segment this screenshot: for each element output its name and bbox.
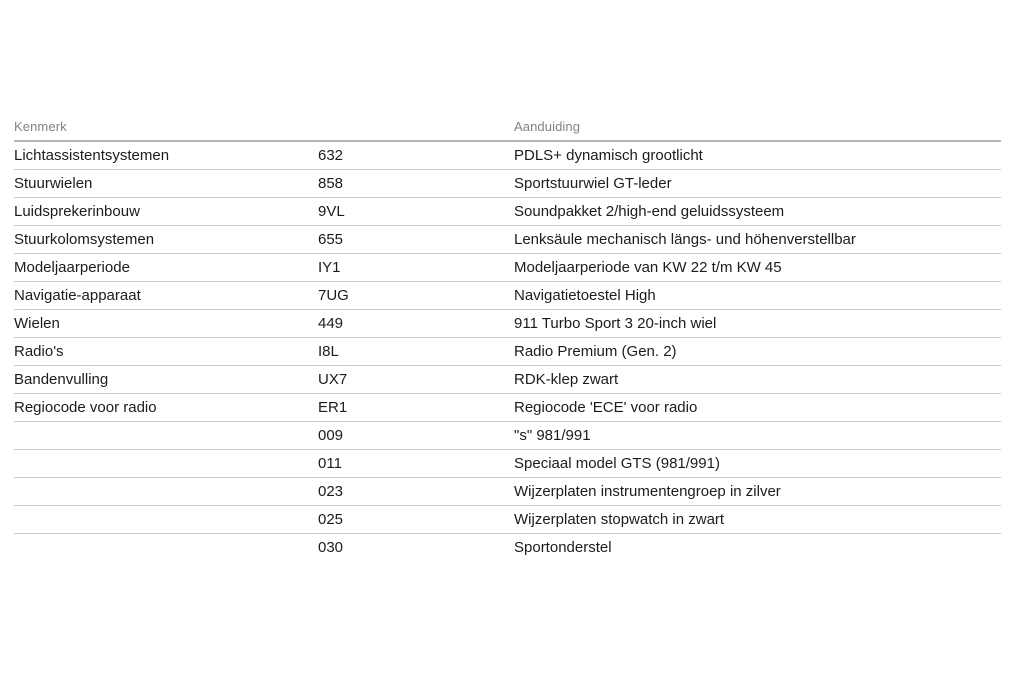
table-row (14, 393, 1001, 421)
feature-cell: Modeljaarperiode (14, 253, 318, 281)
feature-cell (14, 505, 318, 533)
table-row (14, 337, 1001, 365)
code-cell: 632 (318, 141, 514, 169)
feature-cell: Bandenvulling (14, 365, 318, 393)
code-cell: I8L (318, 337, 514, 365)
table-row (14, 505, 1001, 533)
code-cell: 655 (318, 225, 514, 253)
description-cell: Lenksäule mechanisch längs- und höhenverstellbar (514, 225, 1001, 253)
feature-cell: Stuurwielen (14, 169, 318, 197)
description-cell: Sportonderstel (514, 538, 612, 556)
description-cell: RDK-klep zwart (514, 365, 1001, 393)
code-cell: ER1 (318, 393, 514, 421)
description-cell: 911 Turbo Sport 3 20-inch wiel (514, 309, 1001, 337)
code-cell: 449 (318, 309, 514, 337)
table-row (14, 169, 1001, 197)
header-row (14, 117, 1001, 141)
description-cell: Sportstuurwiel GT-leder (514, 169, 1001, 197)
table-header (14, 117, 1001, 141)
description-cell: Radio Premium (Gen. 2) (514, 337, 1001, 365)
table-row (14, 197, 1001, 225)
table-row (14, 533, 1001, 561)
column-header-code (318, 117, 514, 141)
feature-cell (14, 477, 318, 505)
description-cell: PDLS+ dynamisch grootlicht (514, 141, 1001, 169)
code-cell: 030 (318, 538, 344, 556)
feature-cell: Regiocode voor radio (14, 393, 318, 421)
vehicle-options-section (14, 117, 1001, 561)
feature-cell: Lichtassistentsystemen (14, 141, 318, 169)
description-cell: Navigatietoestel High (514, 281, 1001, 309)
code-cell: 025 (318, 505, 514, 533)
feature-cell: Wielen (14, 309, 318, 337)
description-cell: Wijzerplaten instrumentengroep in zilver (514, 477, 1001, 505)
column-header-description: Aanduiding (514, 117, 1001, 141)
description-cell: Speciaal model GTS (981/991) (514, 449, 1001, 477)
feature-cell: Navigatie-apparaat (14, 281, 318, 309)
table-row (14, 141, 1001, 169)
description-cell: Wijzerplaten stopwatch in zwart (514, 505, 1001, 533)
feature-cell: Stuurkolomsystemen (14, 225, 318, 253)
description-cell: Regiocode 'ECE' voor radio (514, 393, 1001, 421)
feature-cell (14, 421, 318, 449)
table-row (14, 365, 1001, 393)
table-row (14, 477, 1001, 505)
code-cell: 858 (318, 169, 514, 197)
feature-cell (14, 533, 318, 561)
table-row (14, 253, 1001, 281)
code-cell: 011 (318, 449, 514, 477)
vehicle-options-table (14, 117, 1001, 561)
column-header-feature: Kenmerk (14, 117, 318, 141)
description-cell: Soundpakket 2/high-end geluidssysteem (514, 197, 1001, 225)
code-cell: 9VL (318, 197, 514, 225)
code-cell: UX7 (318, 365, 514, 393)
description-cell: "s" 981/991 (514, 421, 1001, 449)
table-row (14, 309, 1001, 337)
table-row (14, 449, 1001, 477)
code-cell: 023 (318, 477, 514, 505)
table-row (14, 225, 1001, 253)
code-cell: IY1 (318, 253, 514, 281)
feature-cell: Luidsprekerinbouw (14, 197, 318, 225)
description-cell: Modeljaarperiode van KW 22 t/m KW 45 (514, 253, 1001, 281)
table-body (14, 141, 1001, 561)
table-row (14, 421, 1001, 449)
feature-cell (14, 449, 318, 477)
code-cell: 7UG (318, 281, 514, 309)
table-row (14, 281, 1001, 309)
code-cell: 009 (318, 421, 514, 449)
feature-cell: Radio's (14, 337, 318, 365)
